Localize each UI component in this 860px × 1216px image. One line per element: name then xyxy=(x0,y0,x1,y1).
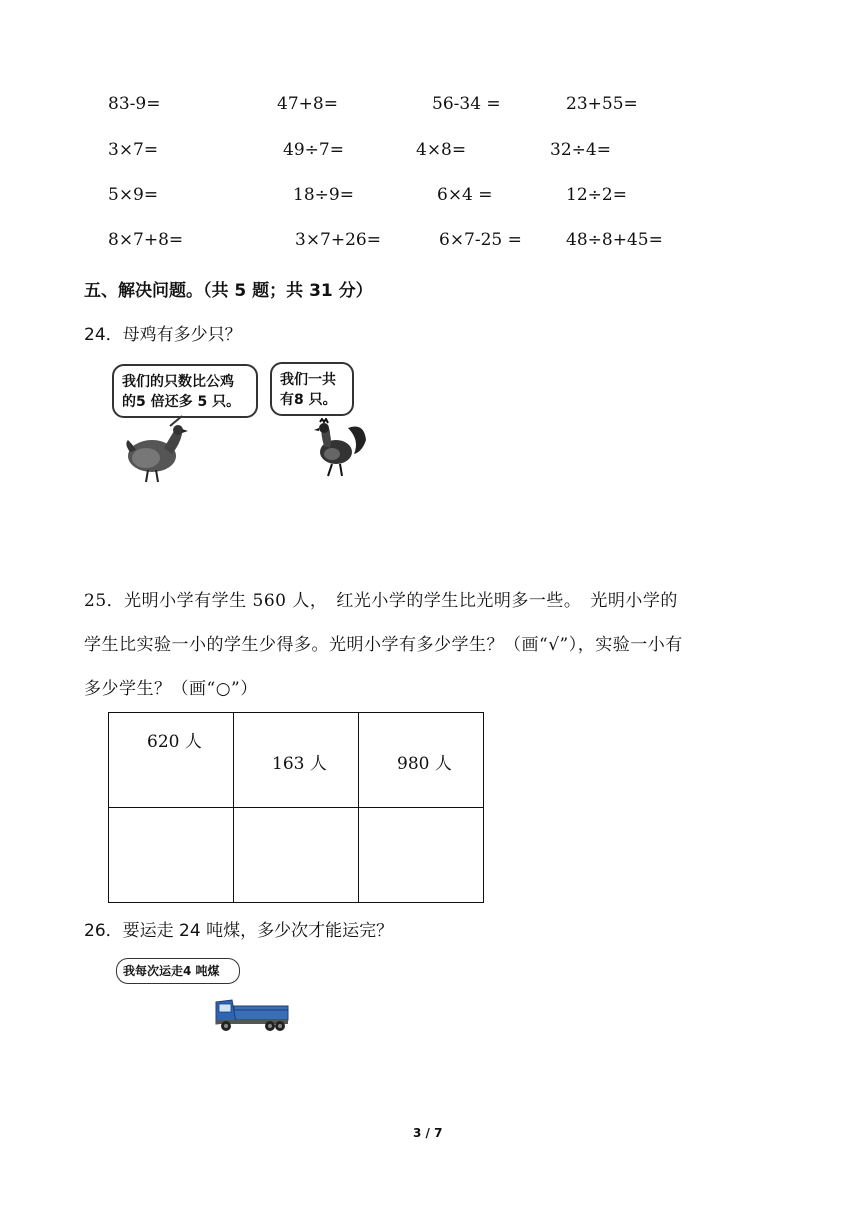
table-cell xyxy=(359,713,484,808)
table-cell xyxy=(234,713,359,808)
equation: 8×7+8= xyxy=(108,230,184,250)
equation: 3×7= xyxy=(108,140,159,160)
equation: 18÷9= xyxy=(293,185,354,205)
hen-icon xyxy=(124,414,194,486)
section-heading: 五、解决问题。（共 5 题；共 31 分） xyxy=(84,281,373,301)
bubble-line: 我们的只数比公鸡 xyxy=(122,374,234,390)
cell-value: 163 人 xyxy=(272,754,327,774)
bubble-line: 我们一共 xyxy=(280,372,336,388)
rooster-speech-bubble xyxy=(270,362,354,416)
table-cell xyxy=(109,713,234,808)
question-26: 26．要运走 24 吨煤，多少次才能运完？ xyxy=(84,921,394,941)
bubble-line: 有8 只。 xyxy=(280,392,337,408)
question-25-line: 多少学生？（画“○”） xyxy=(84,679,258,699)
equation: 48÷8+45= xyxy=(566,230,663,250)
answer-cell[interactable] xyxy=(359,808,484,903)
equation: 12÷2= xyxy=(566,185,627,205)
equation: 32÷4= xyxy=(550,140,611,160)
answer-table xyxy=(108,712,484,903)
equation: 49÷7= xyxy=(283,140,344,160)
bubble-line: 我每次运走4 吨煤 xyxy=(123,964,220,978)
equation: 6×4 = xyxy=(437,185,493,205)
question-24: 24．母鸡有多少只？ xyxy=(84,325,242,345)
equation: 5×9= xyxy=(108,185,159,205)
truck-speech-bubble xyxy=(116,958,240,984)
equation: 3×7+26= xyxy=(295,230,381,250)
page-number: 3 / 7 xyxy=(413,1126,443,1140)
equation: 6×7-25 = xyxy=(439,230,522,250)
cell-value: 980 人 xyxy=(397,754,452,774)
cell-value: 620 人 xyxy=(147,732,202,752)
table-row xyxy=(109,713,484,808)
question-25-line: 学生比实验一小的学生少得多。光明小学有多少学生？（画“√”），实验一小有 xyxy=(84,635,683,655)
rooster-icon xyxy=(308,418,368,480)
bubble-line: 的5 倍还多 5 只。 xyxy=(122,394,241,410)
answer-cell[interactable] xyxy=(109,808,234,903)
equation: 23+55= xyxy=(566,94,638,114)
table-row xyxy=(109,808,484,903)
equation: 47+8= xyxy=(277,94,338,114)
question-25-line: 25．光明小学有学生 560 人， 红光小学的学生比光明多一些。 光明小学的 xyxy=(84,591,678,611)
answer-cell[interactable] xyxy=(234,808,359,903)
truck-icon xyxy=(212,994,292,1034)
equation: 4×8= xyxy=(416,140,467,160)
equation: 56-34 = xyxy=(432,94,501,114)
equation: 83-9= xyxy=(108,94,161,114)
hen-speech-bubble xyxy=(112,364,258,418)
